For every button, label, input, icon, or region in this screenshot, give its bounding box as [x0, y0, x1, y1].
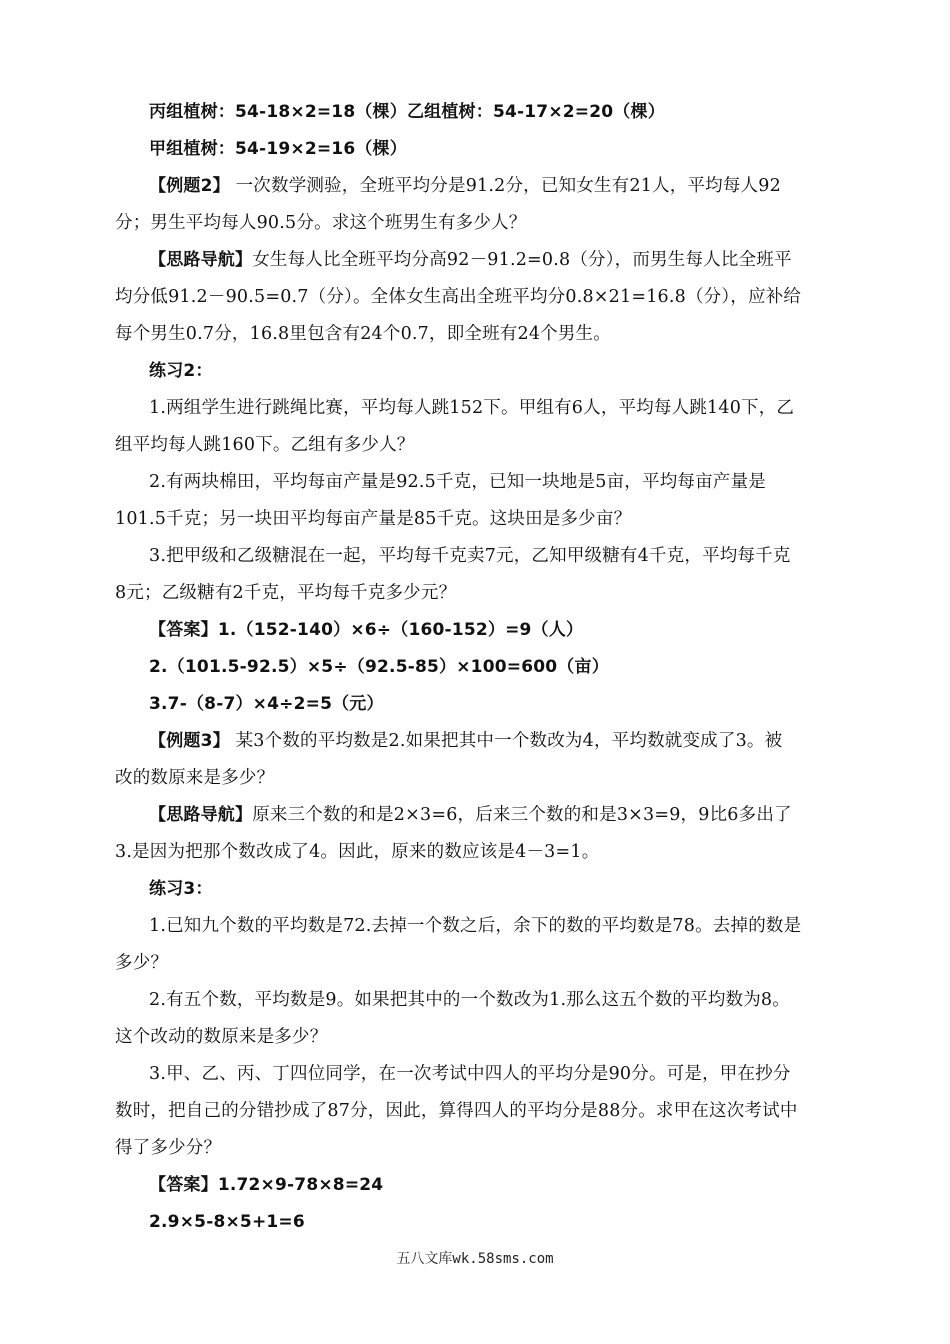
nav-3-line-2: 3.是因为把那个数改成了4。因此，原来的数应该是4－3=1。: [115, 842, 600, 862]
example-3-line-1: [115, 723, 860, 760]
page-footer: 五八文库wk.58sms.com: [396, 1251, 554, 1267]
practice-2-q3-line-2: 8元；乙级糖有2千克，平均每千克多少元？: [115, 583, 457, 603]
practice-3-q1-line-1: 1.已知九个数的平均数是72.去掉一个数之后，余下的数的平均数是78。去掉的数是: [149, 916, 802, 936]
practice-3-title: 练习3：: [149, 879, 213, 899]
answer-2-line-3: 3.7-（8-7）×4÷2=5（元）: [149, 694, 384, 714]
example-2-line-1: [115, 168, 860, 205]
nav-2-text-1: 女生每人比全班平均分高92－91.2=0.8（分），而男生每人比全班平: [252, 250, 792, 270]
practice-2-q2-line-1: 2.有两块棉田，平均每亩产量是92.5千克，已知一块地是5亩，平均每亩产量是: [149, 472, 766, 492]
nav-2-line-1: [115, 242, 860, 279]
practice-3-q3-line-2: 数时，把自己的分错抄成了87分，因此，算得四人的平均分是88分。求甲在这次考试中: [115, 1101, 798, 1121]
nav-2-line-2: 均分低91.2－90.5=0.7（分）。全体女生高出全班平均分0.8×21=16.8（分），应补给: [115, 287, 802, 307]
solution-line-jia: 甲组植树：54-19×2=16（棵）: [149, 139, 407, 159]
example-3-text-1: 某3个数的平均数是2.如果把其中一个数改为4，平均数就变成了3。被: [229, 731, 783, 751]
practice-3-q2-line-2: 这个改动的数原来是多少？: [115, 1027, 328, 1047]
nav-3-text-1: 原来三个数的和是2×3=6，后来三个数的和是3×3=9，9比6多出了: [252, 805, 792, 825]
example-3-line-2: 改的数原来是多少？: [115, 768, 275, 788]
practice-3-q3-line-1: 3.甲、乙、丙、丁四位同学，在一次考试中四人的平均分是90分。可是，甲在抄分: [149, 1064, 791, 1084]
answer-3-tag: 【答案】: [149, 1175, 218, 1195]
nav-3-line-1: [115, 797, 860, 834]
answer-3-line-1: [115, 1167, 860, 1204]
practice-2-q2-line-2: 101.5千克；另一块田平均每亩产量是85千克。这块田是多少亩？: [115, 509, 632, 529]
practice-3-q1-line-2: 多少？: [115, 953, 169, 973]
answer-2-tag: 【答案】: [149, 620, 218, 640]
nav-2-line-3: 每个男生0.7分，16.8里包含有24个0.7，即全班有24个男生。: [115, 324, 611, 344]
nav-2-tag: 【思路导航】: [149, 250, 253, 270]
document-body: [115, 94, 860, 1241]
practice-2-q1-line-2: 组平均每人跳160下。乙组有多少人？: [115, 435, 415, 455]
practice-3-q2-line-1: 2.有五个数，平均数是9。如果把其中的一个数改为1.那么这五个数的平均数为8。: [149, 990, 790, 1010]
example-2-text-1: 一次数学测验，全班平均分是91.2分，已知女生有21人，平均每人92: [229, 176, 781, 196]
practice-3-q3-line-3: 得了多少分？: [115, 1138, 222, 1158]
answer-3-line-2: 2.9×5-8×5+1=6: [149, 1212, 305, 1232]
answer-2-line-2: 2.（101.5-92.5）×5÷（92.5-85）×100=600（亩）: [149, 657, 609, 677]
answer-2-line-1: [115, 612, 860, 649]
example-2-tag: 【例题2】: [149, 176, 230, 196]
nav-3-tag: 【思路导航】: [149, 805, 253, 825]
example-2-line-2: 分；男生平均每人90.5分。求这个班男生有多少人？: [115, 213, 527, 233]
practice-2-title: 练习2：: [149, 361, 213, 381]
practice-2-q1-line-1: 1.两组学生进行跳绳比赛，平均每人跳152下。甲组有6人，平均每人跳140下，乙: [149, 398, 795, 418]
practice-2-q3-line-1: 3.把甲级和乙级糖混在一起，平均每千克卖7元，乙知甲级糖有4千克，平均每千克: [149, 546, 791, 566]
answer-2-a1: 1.（152-140）×6÷（160-152）=9（人）: [217, 620, 584, 640]
answer-3-a1: 1.72×9-78×8=24: [217, 1175, 384, 1195]
solution-line-bing-yi: 丙组植树：54-18×2=18（棵）乙组植树：54-17×2=20（棵）: [149, 102, 665, 122]
example-3-tag: 【例题3】: [149, 731, 230, 751]
